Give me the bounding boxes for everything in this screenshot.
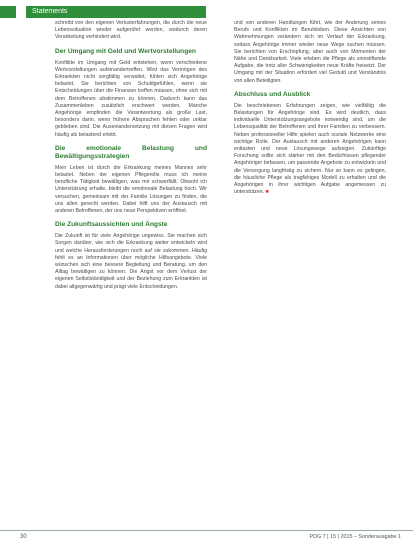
section-heading <box>55 145 207 161</box>
section-heading <box>55 221 207 229</box>
paragraph-text: Die beschriebenen Erfahrungen zeigen, wie vielfältig die Belastungen für Angehörige sind. Es wird deutlich, dass individuelle Unterstützungsangebote notwendig sind, um die Lebensqualität der Betroffenen und ihrer Familien zu verbessern. Neben professioneller Hilfe spielen auch soziale Netzwerke eine wichtige Rolle. Der Austausch mit anderen Angehörigen kann entlasten und neue Lösungswege aufzeigen. Zukünftige Forschung sollte sich stärker mit den Bedürfnissen pflegender Angehöriger befassen, um passende Angebote zu entwickeln und die Versorgung langfristig zu sichern. Nur so kann es gelingen, die häusliche Pflege als tragfähiges Modell zu erhalten und die Angehörigen in ihrer wichtigen Aufgabe angemessen zu unterstützen. <box>234 102 386 196</box>
body-paragraph <box>55 165 207 215</box>
article-end-mark: ■ <box>265 189 269 196</box>
section-heading <box>55 48 207 56</box>
body-paragraph <box>55 20 207 42</box>
paragraph-text: Die Zukunft ist für viele Angehörige ungewiss. Sie machen sich Sorgen darüber, wie sich die Erkrankung weiter entwickeln wird und welche Herausforderungen noch auf sie zukommen. Häufig fehlt es an Informationen über mögliche Hilfsangebote. Viele wünschen sich eine bessere Begleitung und Beratung, um den Alltag bewältigen zu können. Die Angst vor dem Verlust der eigenen Selbstständigkeit und der Beziehung zum Erkrankten ist dabei allgegenwärtig und prägt viele Entscheidungen. <box>55 233 207 290</box>
body-paragraph <box>234 20 386 85</box>
body-paragraph <box>234 103 386 197</box>
paragraph-text: schreibt von den eigenen Verlusterfahrungen, die durch die neue Lebenssituation wieder aufgerührt werden, wodurch deren Verarbeitung verhindert wird. <box>55 20 207 41</box>
journal-reference: PDG 7 | 15 | 2015 – Sonderausgabe 1 <box>309 534 401 540</box>
section-heading <box>234 91 386 99</box>
footer-divider <box>0 530 413 531</box>
paragraph-text: Mein Leben ist durch die Erkrankung meines Mannes sehr belastet. Neben der eigenen Pflegerolle muss ich meine berufliche Tätigkeit bewältigen, was mir schwerfällt. Obwohl ich Unterstützung erhalte, bleibt die emotionale Belastung hoch. Wir versuchen, gemeinsam mit der Familie Lösungen zu finden, die uns allen gerecht werden. Dabei hilft uns der Austausch mit anderen Betroffenen, der uns neue Perspektiven eröffnet. <box>55 164 207 215</box>
body-paragraph <box>55 233 207 291</box>
paragraph-text: Konflikte im Umgang mit Geld entstehen, wenn verschiedene Wertvorstellungen aufeinandertreffen. Wird das Vermögen des Erkrankten nicht sorgfältig verwaltet, fühlen sich Angehörige belastet. Sie berichten von Schuldgefühlen, wenn sie Entscheidungen über die Finanzen treffen müssen, ohne sich mit dem Betroffenen abstimmen zu können. Dadurch kann das Zusammenleben zusätzlich erschwert werden. Manche Angehörige empfinden die Verantwortung als große Last, besonders dann, wenn frühere Absprachen fehlen oder unklar geblieben sind. Die Auseinandersetzung mit diesen Fragen wird häufig als belastend erlebt. <box>55 59 207 138</box>
header-accent-block <box>0 6 16 18</box>
right-column <box>234 20 386 199</box>
paragraph-text: und von anderen Handlungen führt, wie der Anderung seines Berufs und Konflikten im Berufsleben. Diese Ansichten von Wahrnehmungen verändern sich im Verlauf der Erkrankung, sodass Angehörige immer wieder neue Wege suchen müssen. Sie berichten von Erschöpfung, aber auch von Momenten der Nähe und Dankbarkeit. Viele erleben die Pflege als sinnstiftende Aufgabe, die trotz aller Schwierigkeiten neue Kräfte freisetzt. Der Umgang mit der Situation erfordert viel Geduld und Verständnis von allen Beteiligten. <box>234 20 386 84</box>
section-label: Statements <box>32 8 68 15</box>
heading-text: Abschluss und Ausblick <box>234 90 311 98</box>
heading-text: Der Umgang mit Geld und Wertvorstellungen <box>55 47 196 55</box>
heading-text: Die emotionale Belastung und Bewältigungsstrategien <box>55 144 207 160</box>
left-column <box>55 20 207 294</box>
section-header <box>26 6 206 18</box>
page-number: 30 <box>20 534 27 540</box>
heading-text: Die Zukunftsaussichten und Ängste <box>55 221 168 229</box>
body-paragraph <box>55 60 207 139</box>
